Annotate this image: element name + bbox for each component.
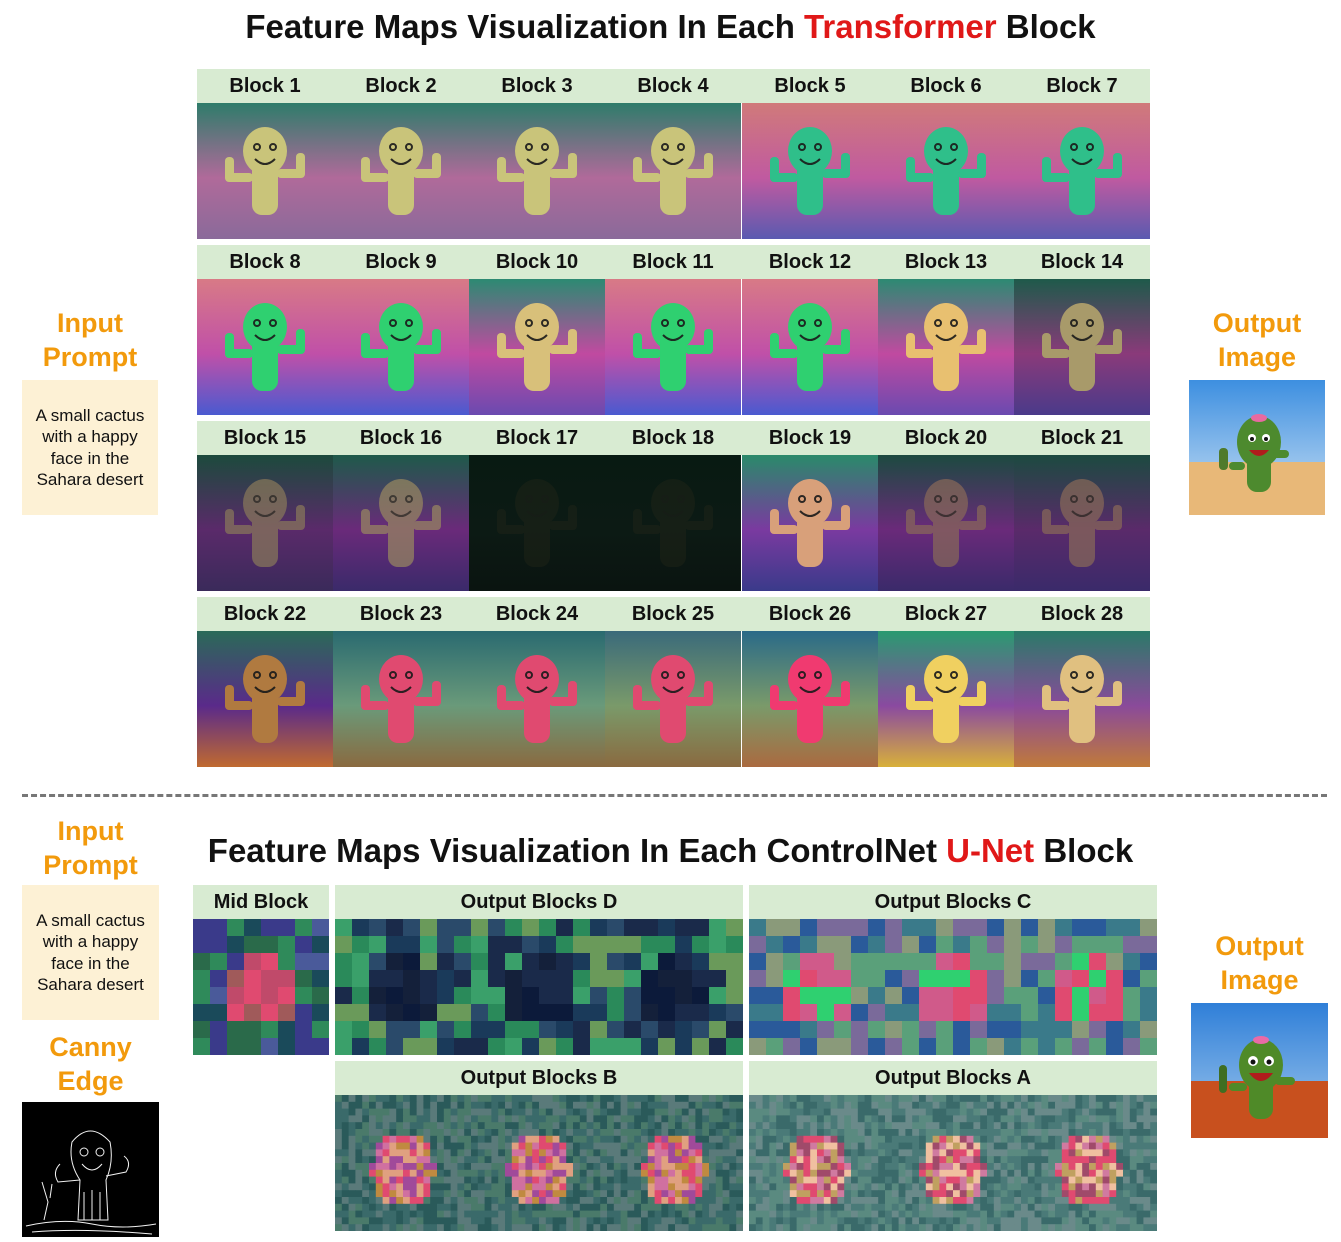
transformer-section-title: Feature Maps Visualization In Each Transformer Block xyxy=(245,8,1096,45)
output-blocks-c-panel xyxy=(749,885,1157,1055)
feature-map-image xyxy=(197,279,333,415)
block-label: Block 22 xyxy=(223,603,307,625)
output-image-label-2: Output Image xyxy=(1215,931,1304,995)
feature-map-image xyxy=(1014,631,1150,767)
block-label: Block 28 xyxy=(1040,603,1124,625)
feature-map-image xyxy=(605,455,741,591)
transformer-block-cell xyxy=(742,421,878,591)
block-label: Block 5 xyxy=(774,75,846,97)
output-blocks-c-feature-maps xyxy=(749,919,1157,1055)
feature-map-image xyxy=(333,631,469,767)
transformer-block-cell xyxy=(742,597,878,767)
mid-block-label: Mid Block xyxy=(193,885,329,919)
block-label: Block 13 xyxy=(904,251,988,273)
feature-map-image xyxy=(469,455,605,591)
output-blocks-d-panel xyxy=(335,885,743,1055)
output-image-label: Output Image xyxy=(1212,308,1302,372)
transformer-block-cell xyxy=(469,597,605,767)
feature-map-image xyxy=(197,631,333,767)
output-image-red-desert xyxy=(1191,1003,1328,1138)
transformer-block-cell xyxy=(197,597,333,767)
transformer-block-cell xyxy=(469,245,605,415)
controlnet-section-title: Feature Maps Visualization In Each ControlNet U-Net Block xyxy=(207,832,1134,869)
output-blocks-a-panel xyxy=(749,1061,1157,1231)
block-label: Block 17 xyxy=(495,427,579,449)
block-label: Block 21 xyxy=(1040,427,1124,449)
feature-map-image xyxy=(878,279,1014,415)
transformer-block-cell xyxy=(333,421,469,591)
feature-map-image xyxy=(742,455,878,591)
feature-map-image xyxy=(878,103,1014,239)
block-label: Block 8 xyxy=(229,251,301,273)
feature-map-image xyxy=(469,103,605,239)
transformer-block-cell xyxy=(878,245,1014,415)
feature-map-image xyxy=(742,103,878,239)
block-label: Block 25 xyxy=(631,603,715,625)
block-label: Block 14 xyxy=(1040,251,1124,273)
output-image-desert xyxy=(1189,380,1325,515)
feature-map-image xyxy=(333,455,469,591)
feature-map-image xyxy=(197,103,333,239)
input-prompt-label-2: Input Prompt xyxy=(43,816,138,880)
block-label: Block 9 xyxy=(365,251,437,273)
block-label: Block 12 xyxy=(768,251,852,273)
transformer-block-cell xyxy=(878,421,1014,591)
output-blocks-b-label: Output Blocks B xyxy=(335,1061,743,1095)
mid-block-panel xyxy=(193,885,329,1055)
input-prompt-text-2: A small cactus with a happy face in the Sahara desert xyxy=(22,885,159,1020)
block-label: Block 20 xyxy=(904,427,988,449)
output-blocks-b-feature-maps xyxy=(335,1095,743,1231)
feature-map-image xyxy=(742,631,878,767)
transformer-row xyxy=(197,69,1150,239)
transformer-block-cell xyxy=(878,69,1014,239)
block-label: Block 7 xyxy=(1046,75,1118,97)
transformer-block-cell xyxy=(605,245,741,415)
block-label: Block 26 xyxy=(768,603,852,625)
output-blocks-b-panel xyxy=(335,1061,743,1231)
block-label: Block 3 xyxy=(501,75,573,97)
feature-map-image xyxy=(605,103,741,239)
block-label: Block 2 xyxy=(365,75,437,97)
transformer-block-cell xyxy=(742,69,878,239)
transformer-row xyxy=(197,245,1150,415)
mid-block-feature-map xyxy=(193,919,329,1055)
section-divider xyxy=(22,794,1327,797)
output-blocks-a-label: Output Blocks A xyxy=(749,1061,1157,1095)
feature-map-image xyxy=(1014,279,1150,415)
transformer-row xyxy=(197,421,1150,591)
feature-map-image xyxy=(605,279,741,415)
feature-map-image xyxy=(333,103,469,239)
block-label: Block 18 xyxy=(631,427,715,449)
feature-map-image xyxy=(1014,455,1150,591)
transformer-block-cell xyxy=(333,597,469,767)
block-label: Block 10 xyxy=(495,251,579,273)
feature-map-image xyxy=(333,279,469,415)
block-label: Block 11 xyxy=(632,251,714,273)
output-blocks-d-feature-maps xyxy=(335,919,743,1055)
output-blocks-a-feature-maps xyxy=(749,1095,1157,1231)
block-label: Block 16 xyxy=(359,427,443,449)
canny-edge-label: Canny Edge xyxy=(49,1032,132,1096)
transformer-block-cell xyxy=(197,69,333,239)
feature-map-image xyxy=(1014,103,1150,239)
transformer-block-cell xyxy=(333,69,469,239)
feature-map-image xyxy=(878,455,1014,591)
block-label: Block 24 xyxy=(495,603,579,625)
block-label: Block 6 xyxy=(910,75,982,97)
output-blocks-d-label: Output Blocks D xyxy=(335,885,743,919)
block-label: Block 19 xyxy=(768,427,852,449)
canny-edge-image xyxy=(22,1102,159,1237)
block-label: Block 4 xyxy=(637,75,709,97)
transformer-block-cell xyxy=(197,421,333,591)
transformer-block-cell xyxy=(1014,421,1150,591)
input-prompt-text: A small cactus with a happy face in the Sahara desert xyxy=(22,380,158,515)
transformer-block-cell xyxy=(1014,245,1150,415)
input-prompt-label: Input Prompt xyxy=(42,308,138,372)
transformer-block-cell xyxy=(1014,597,1150,767)
transformer-block-cell xyxy=(742,245,878,415)
transformer-block-cell xyxy=(878,597,1014,767)
block-label: Block 23 xyxy=(359,603,443,625)
transformer-block-cell xyxy=(605,421,741,591)
transformer-block-cell xyxy=(605,69,741,239)
feature-map-image xyxy=(469,279,605,415)
feature-map-image xyxy=(878,631,1014,767)
transformer-block-cell xyxy=(469,421,605,591)
transformer-block-cell xyxy=(333,245,469,415)
transformer-row xyxy=(197,597,1150,767)
transformer-block-cell xyxy=(197,245,333,415)
feature-map-image xyxy=(605,631,741,767)
block-label: Block 27 xyxy=(904,603,988,625)
output-blocks-c-label: Output Blocks C xyxy=(749,885,1157,919)
block-label: Block 15 xyxy=(223,427,307,449)
feature-map-image xyxy=(469,631,605,767)
feature-map-image xyxy=(742,279,878,415)
block-label: Block 1 xyxy=(229,75,301,97)
transformer-block-cell xyxy=(1014,69,1150,239)
transformer-block-cell xyxy=(605,597,741,767)
feature-map-image xyxy=(197,455,333,591)
transformer-block-cell xyxy=(469,69,605,239)
